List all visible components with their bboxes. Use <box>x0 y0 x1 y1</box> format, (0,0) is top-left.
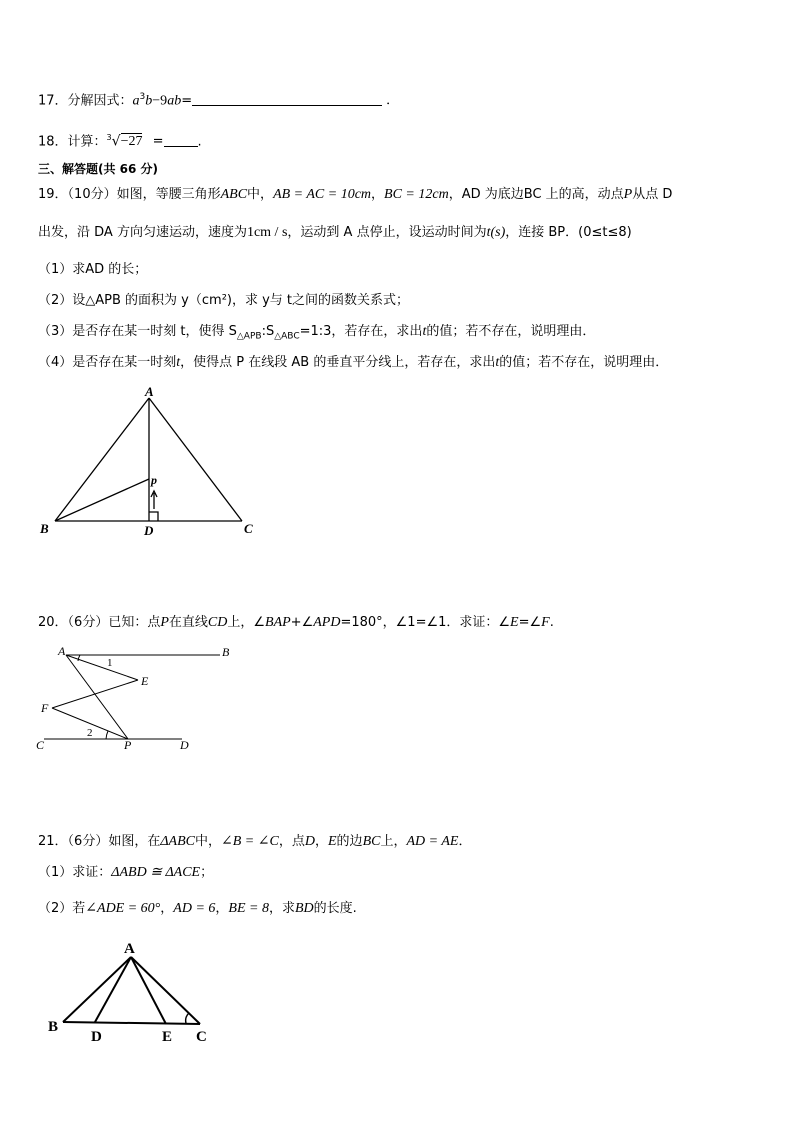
label-C: C <box>244 521 253 536</box>
question-21-line1: 21．（6分）如图，在ΔABC中，∠B = ∠C，点D，E的边BC上，AD = AE． <box>38 834 472 849</box>
question-19-sub3: （3）是否存在某一时刻 t，使得 $S_{\triangle APB}:S_{\triangle ABC}=1:3$，若存在，求出t的值；若不存在，说明理由． <box>38 324 596 342</box>
question-19-line1: 19．（10分）如图，等腰三角形ABC中，AB = AC = 10cm，BC = 12cm，AD 为底边BC 上的高，动点P从点 D <box>38 187 673 202</box>
label-P: P <box>124 738 132 752</box>
question-21-sub1: （1）求证：ΔABD ≅ ΔACE； <box>38 865 214 880</box>
question-18: 18．计算：$^3$√−27 = . <box>38 133 202 150</box>
question-19-line2: 出发，沿 DA 方向匀速运动，速度为1cm / s，运动到 A 点停止，设运动时间为t(s)，连接 BP．(0≤t≤8) <box>38 225 632 240</box>
label-A: A <box>58 644 66 658</box>
label-C: C <box>36 738 45 752</box>
question-19-sub2: （2）设△APB 的面积为 y（cm²)，求 y与 t之间的函数关系式； <box>38 293 410 308</box>
label-P: p <box>151 473 157 487</box>
question-19-sub4: （4）是否存在某一时刻t，使得点 P 在线段 AB 的垂直平分线上，若存在，求出t的值；若不存在，说明理由． <box>38 355 669 370</box>
label-angle-1: 1 <box>107 657 113 669</box>
question-19-sub1: （1）求AD 的长； <box>38 262 148 277</box>
label-B: B <box>40 521 49 536</box>
label-B: B <box>48 1019 59 1035</box>
label-D: D <box>180 738 189 752</box>
label-angle-2: 2 <box>87 727 93 739</box>
question-20: 20．（6分）已知：点P在直线CD上，∠BAP+∠APD=180°，∠1=∠1．求证：∠E=∠F. <box>38 615 554 630</box>
label-E: E <box>162 1029 173 1045</box>
label-B: B <box>222 645 230 659</box>
q17-prefix: 17．分解因式： <box>38 93 133 109</box>
label-D: D <box>144 523 154 538</box>
question-17: 17．分解因式：$a^3b-9ab=$ ． <box>38 92 400 109</box>
label-E: E <box>141 674 149 688</box>
label-D: D <box>91 1029 102 1045</box>
label-A: A <box>145 384 154 399</box>
question-21-sub2: （2）若∠ADE = 60°，AD = 6，BE = 8，求BD的长度. <box>38 901 357 916</box>
section-title: 三、解答题(共 66 分) <box>38 162 159 176</box>
label-A: A <box>124 941 135 957</box>
label-F: F <box>41 701 49 715</box>
label-C: C <box>196 1029 207 1045</box>
